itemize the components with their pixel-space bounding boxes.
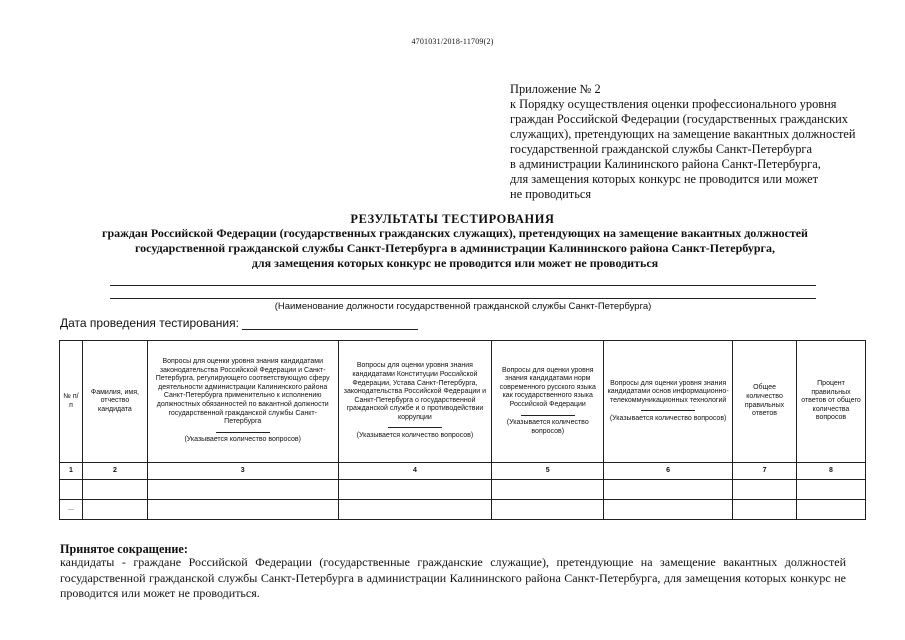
column-number: 2 xyxy=(82,463,147,480)
question-count-hint: (Указывается количество вопросов) xyxy=(356,432,474,440)
appendix-line: для замещения которых конкурс не проводится или может xyxy=(510,172,819,186)
table-cell xyxy=(604,480,733,500)
test-date-fill-line xyxy=(242,319,418,330)
question-count-line xyxy=(521,410,575,416)
column-number-row xyxy=(60,463,866,480)
table-cell xyxy=(60,480,83,500)
header-number: № п/п xyxy=(60,341,83,463)
table-cell xyxy=(733,480,797,500)
table-cell xyxy=(797,480,866,500)
question-count-line xyxy=(216,427,270,433)
header-percent-correct: Процент правильных ответов от общего количества вопросов xyxy=(797,341,866,463)
appendix-line: Приложение № 2 xyxy=(510,82,601,96)
header-constitution-questions xyxy=(338,341,492,463)
table-cell xyxy=(82,500,147,520)
document-subtitle xyxy=(20,226,890,271)
header-legislation-questions xyxy=(147,341,338,463)
column-number: 5 xyxy=(492,463,604,480)
table-cell xyxy=(797,500,866,520)
appendix-line: не проводиться xyxy=(510,187,592,201)
subtitle-line: государственной гражданской службы Санкт-Петербурга в администрации Калининского района Санкт-Петербурга, xyxy=(135,241,775,255)
abbreviation-title: Принятое сокращение: xyxy=(60,542,188,556)
abbreviation-text: кандидаты - граждане Российской Федерации (государственные гражданские служащие), претендующие на замещение вакантных должностей государственной гражданской службы Санкт-Петербурга в администрации Калининского района Санкт-Петербурга, для замещения которых конкурс не проводится или может не проводиться. xyxy=(60,555,846,600)
header-text: Вопросы для оценки уровня знания кандидатами законодательства Российской Федерации и Санкт-Петербурга, регулирующего соответствующую сферу деятельности администрации Калининского района Санкт-Петербурга применительно к исполнению должностных обязанностей по вакантной должности государственной гражданской службы Санкт-Петербурга xyxy=(155,358,330,426)
table-cell xyxy=(147,480,338,500)
appendix-block xyxy=(510,82,890,202)
column-number: 3 xyxy=(147,463,338,480)
position-fill-line xyxy=(110,298,816,299)
table-cell xyxy=(147,500,338,520)
header-total-correct: Общее количество правильных ответов xyxy=(733,341,797,463)
document-title: РЕЗУЛЬТАТЫ ТЕСТИРОВАНИЯ xyxy=(350,212,555,226)
question-count-line xyxy=(388,422,442,428)
header-russian-language-questions xyxy=(492,341,604,463)
table-cell xyxy=(338,480,492,500)
question-count-line xyxy=(641,405,695,411)
column-number: 8 xyxy=(797,463,866,480)
document-id: 4701031/2018-11709(2) xyxy=(411,37,494,46)
results-table xyxy=(59,340,866,520)
question-count-hint: (Указывается количество вопросов) xyxy=(506,419,589,435)
position-caption: (Наименование должности государственной гражданской службы Санкт-Петербурга) xyxy=(274,301,652,312)
table-header-row xyxy=(60,341,866,463)
header-candidate-name: Фамилия, имя, отчество кандидата xyxy=(82,341,147,463)
appendix-line: в администрации Калининского района Санкт-Петербурга, xyxy=(510,157,821,171)
header-text: Вопросы для оценки уровня знания кандидатами основ информационно-телекоммуникационных технологий xyxy=(607,379,729,404)
column-number: 7 xyxy=(733,463,797,480)
table-row xyxy=(60,480,866,500)
header-text: Вопросы для оценки уровня знания кандидатами норм современного русского языка как государственного языка Российской Федерации xyxy=(499,366,596,408)
table-cell xyxy=(733,500,797,520)
appendix-line: к Порядку осуществления оценки профессионального уровня xyxy=(510,97,837,111)
appendix-line: государственной гражданской службы Санкт-Петербурга xyxy=(510,142,812,156)
subtitle-line: для замещения которых конкурс не проводится или может не проводиться xyxy=(251,256,659,270)
column-number: 1 xyxy=(60,463,83,480)
appendix-line: граждан Российской Федерации (государственных гражданских xyxy=(510,112,848,126)
question-count-hint: (Указывается количество вопросов) xyxy=(184,436,301,444)
table-row xyxy=(60,500,866,520)
position-fill-line xyxy=(110,285,816,286)
header-text: Вопросы для оценки уровня знания кандидатами Конституции Российской Федерации, Устава Санкт-Петербурга, законодательства Российской Федерации и Санкт-Петербурга о государственной гражданской службе и о противодействии коррупции xyxy=(343,362,487,421)
question-count-hint: (Указывается количество вопросов) xyxy=(609,414,727,422)
column-number: 4 xyxy=(338,463,492,480)
table-cell: ... xyxy=(60,500,83,520)
table-cell xyxy=(82,480,147,500)
test-date-row xyxy=(60,316,418,330)
subtitle-line: граждан Российской Федерации (государственных гражданских служащих), претендующих на замещение вакантных должностей xyxy=(102,226,808,240)
table-cell xyxy=(338,500,492,520)
test-date-label: Дата проведения тестирования: xyxy=(60,316,239,330)
column-number: 6 xyxy=(604,463,733,480)
header-it-questions xyxy=(604,341,733,463)
table-cell xyxy=(492,480,604,500)
appendix-line: служащих), претендующих на замещение вакантных должностей xyxy=(510,127,856,141)
table-cell xyxy=(492,500,604,520)
table-cell xyxy=(604,500,733,520)
